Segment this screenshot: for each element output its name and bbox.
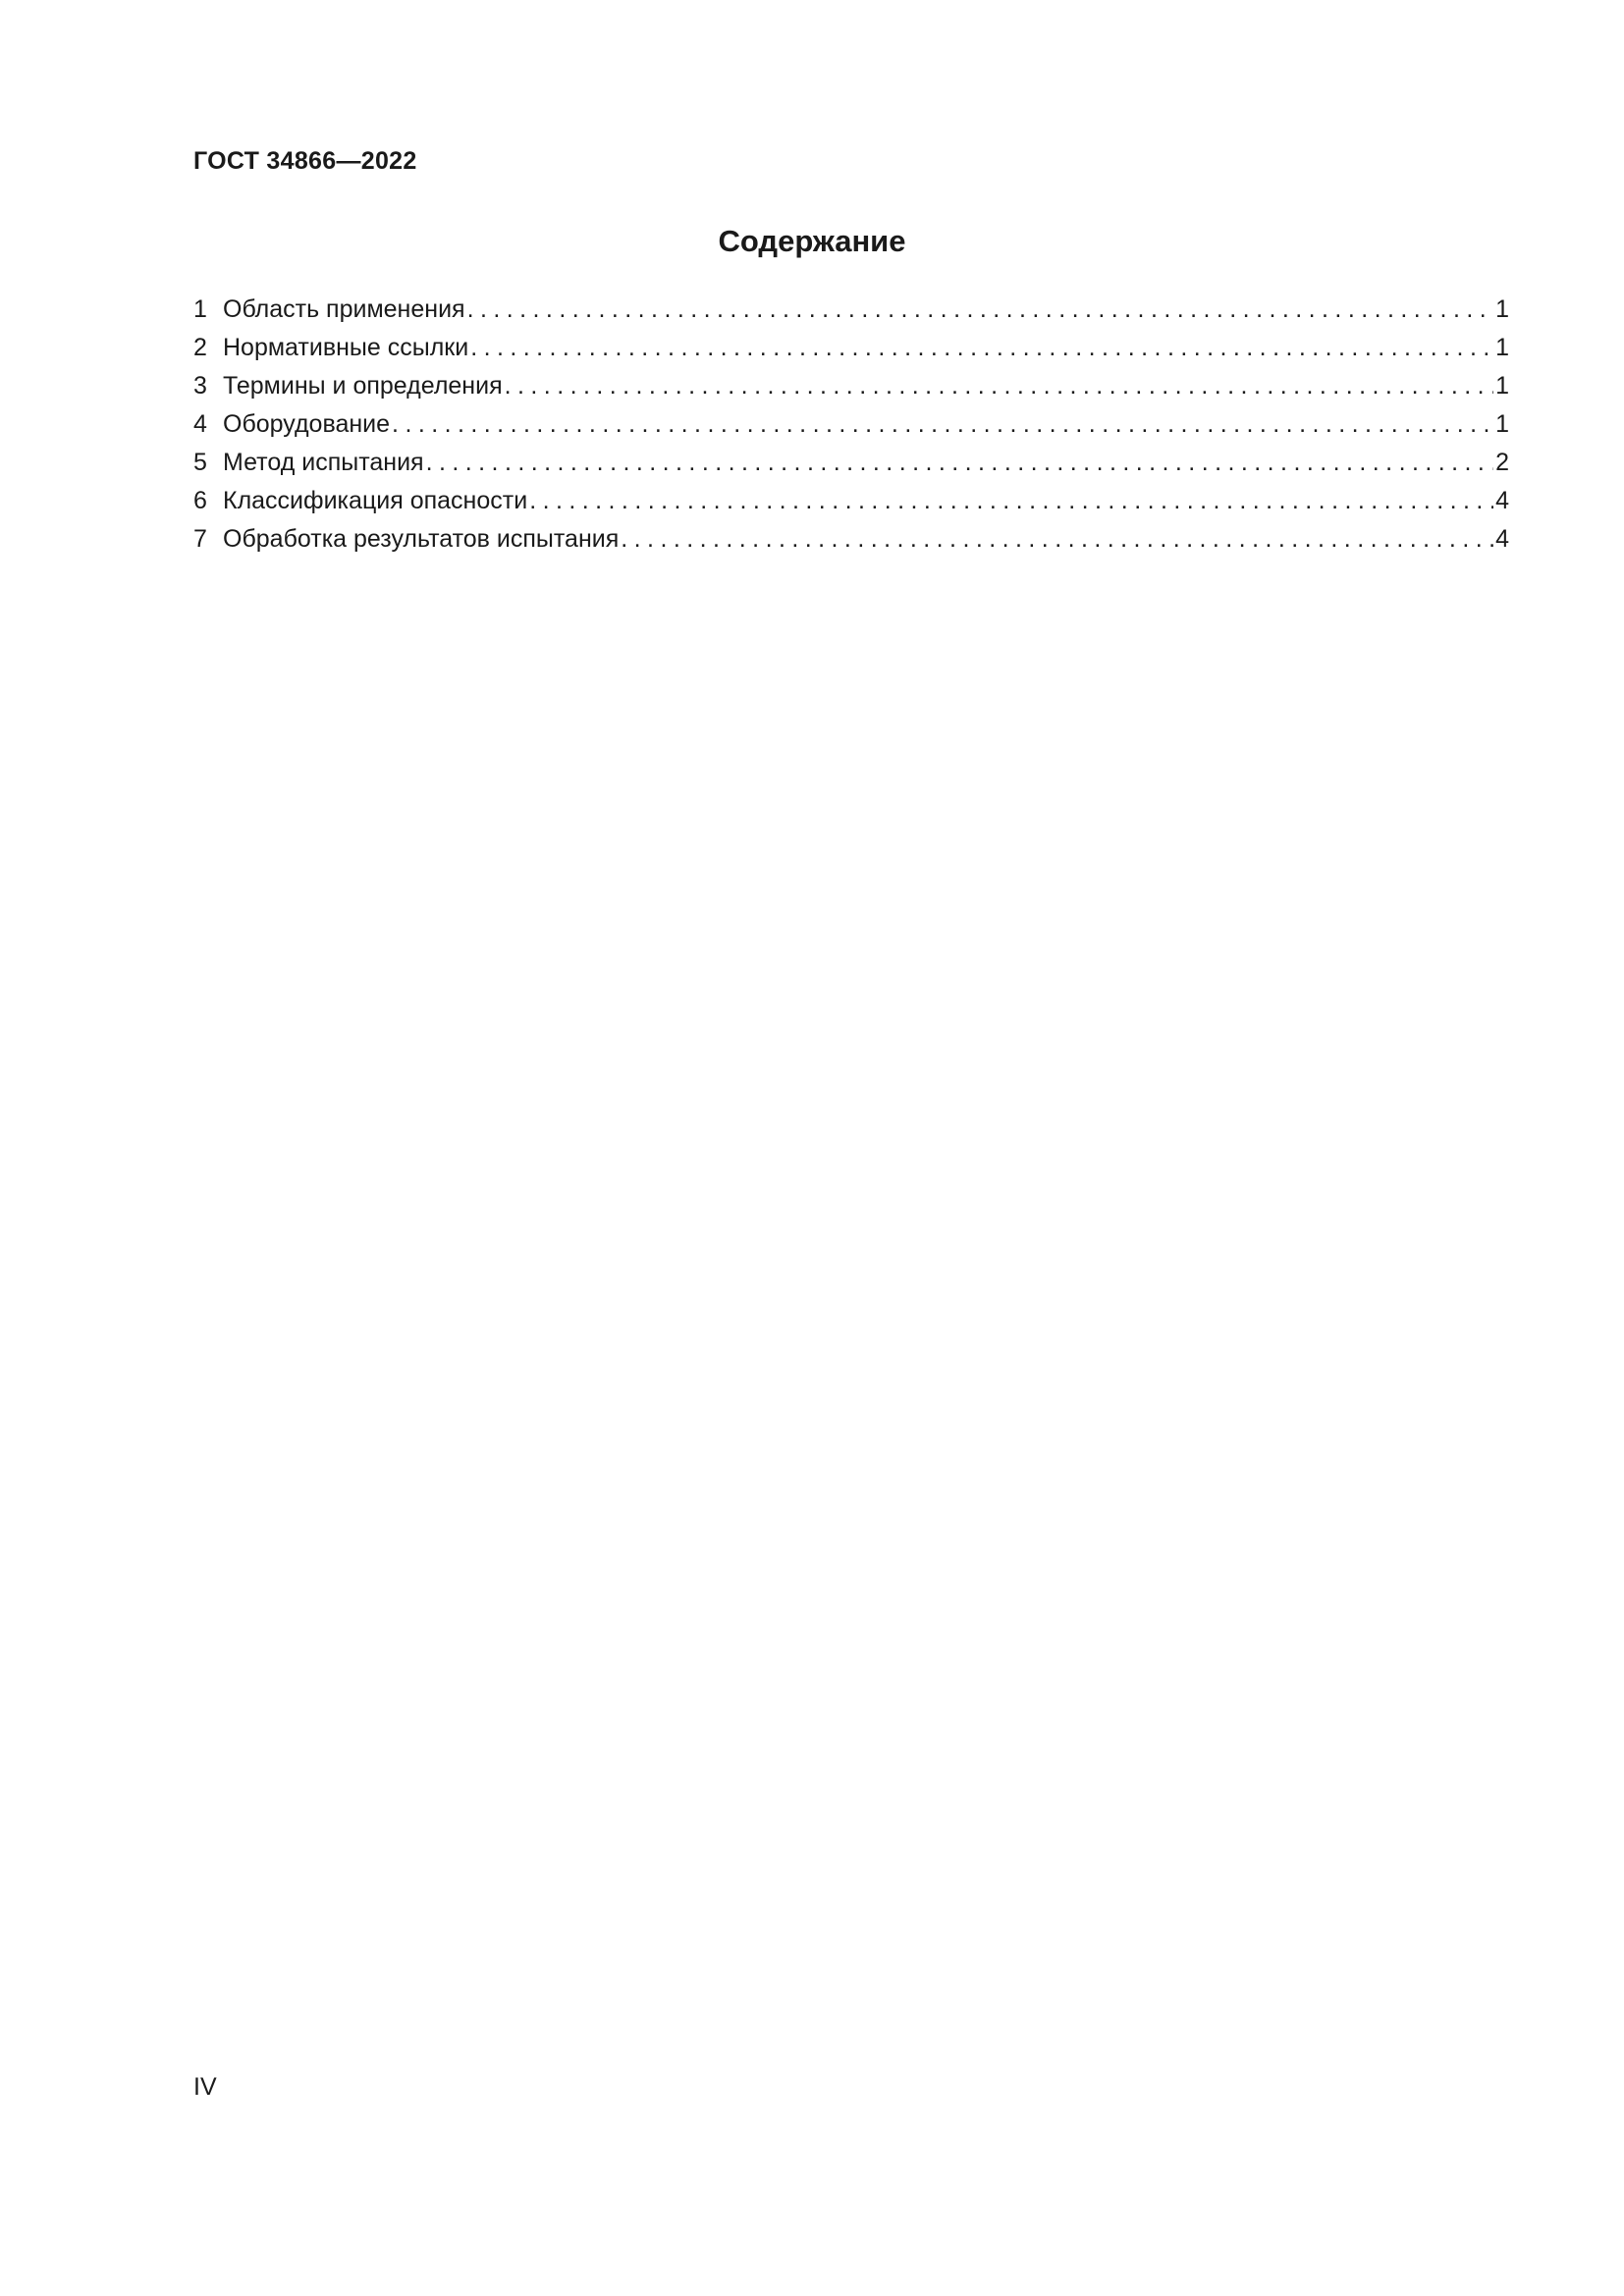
toc-item-number: 4: [193, 410, 207, 438]
toc-item-results-processing[interactable]: [193, 520, 1509, 559]
toc-item-title: Классификация опасности: [223, 487, 528, 514]
toc-dot-leader: [426, 444, 1493, 482]
toc-item-number: 3: [193, 372, 207, 400]
toc-item-number: 5: [193, 449, 207, 476]
toc-item-title: Термины и определения: [223, 372, 503, 400]
toc-dot-leader: [505, 367, 1493, 405]
toc-dot-leader: [470, 329, 1493, 367]
toc-item-normative-references[interactable]: [193, 329, 1509, 367]
toc-dot-leader: [529, 482, 1493, 520]
toc-dot-leader: [467, 291, 1493, 329]
toc-item-page: 1: [1495, 372, 1509, 400]
toc-title: Содержание: [718, 224, 906, 258]
toc-item-title: Оборудование: [223, 410, 391, 438]
toc-item-page: 4: [1495, 525, 1509, 553]
toc-dot-leader: [392, 405, 1493, 444]
toc-item-number: 7: [193, 525, 207, 553]
toc-item-equipment[interactable]: [193, 405, 1509, 444]
toc-item-page: 4: [1495, 487, 1509, 514]
toc-item-page: 1: [1495, 410, 1509, 438]
table-of-contents: [193, 291, 1509, 559]
toc-item-hazard-classification[interactable]: [193, 482, 1509, 520]
toc-item-test-method[interactable]: [193, 444, 1509, 482]
toc-item-number: 2: [193, 334, 207, 361]
toc-item-title: Обработка результатов испытания: [223, 525, 620, 553]
page-number: IV: [193, 2073, 217, 2101]
toc-item-page: 2: [1495, 449, 1509, 476]
toc-item-scope[interactable]: [193, 291, 1509, 329]
toc-item-number: 1: [193, 295, 207, 323]
toc-item-title: Метод испытания: [223, 449, 424, 476]
toc-item-title: Нормативные ссылки: [223, 334, 469, 361]
toc-dot-leader: [621, 520, 1493, 559]
document-code: ГОСТ 34866—2022: [193, 147, 417, 175]
toc-item-page: 1: [1495, 295, 1509, 323]
toc-item-page: 1: [1495, 334, 1509, 361]
toc-item-terms-definitions[interactable]: [193, 367, 1509, 405]
toc-item-title: Область применения: [223, 295, 465, 323]
toc-item-number: 6: [193, 487, 207, 514]
